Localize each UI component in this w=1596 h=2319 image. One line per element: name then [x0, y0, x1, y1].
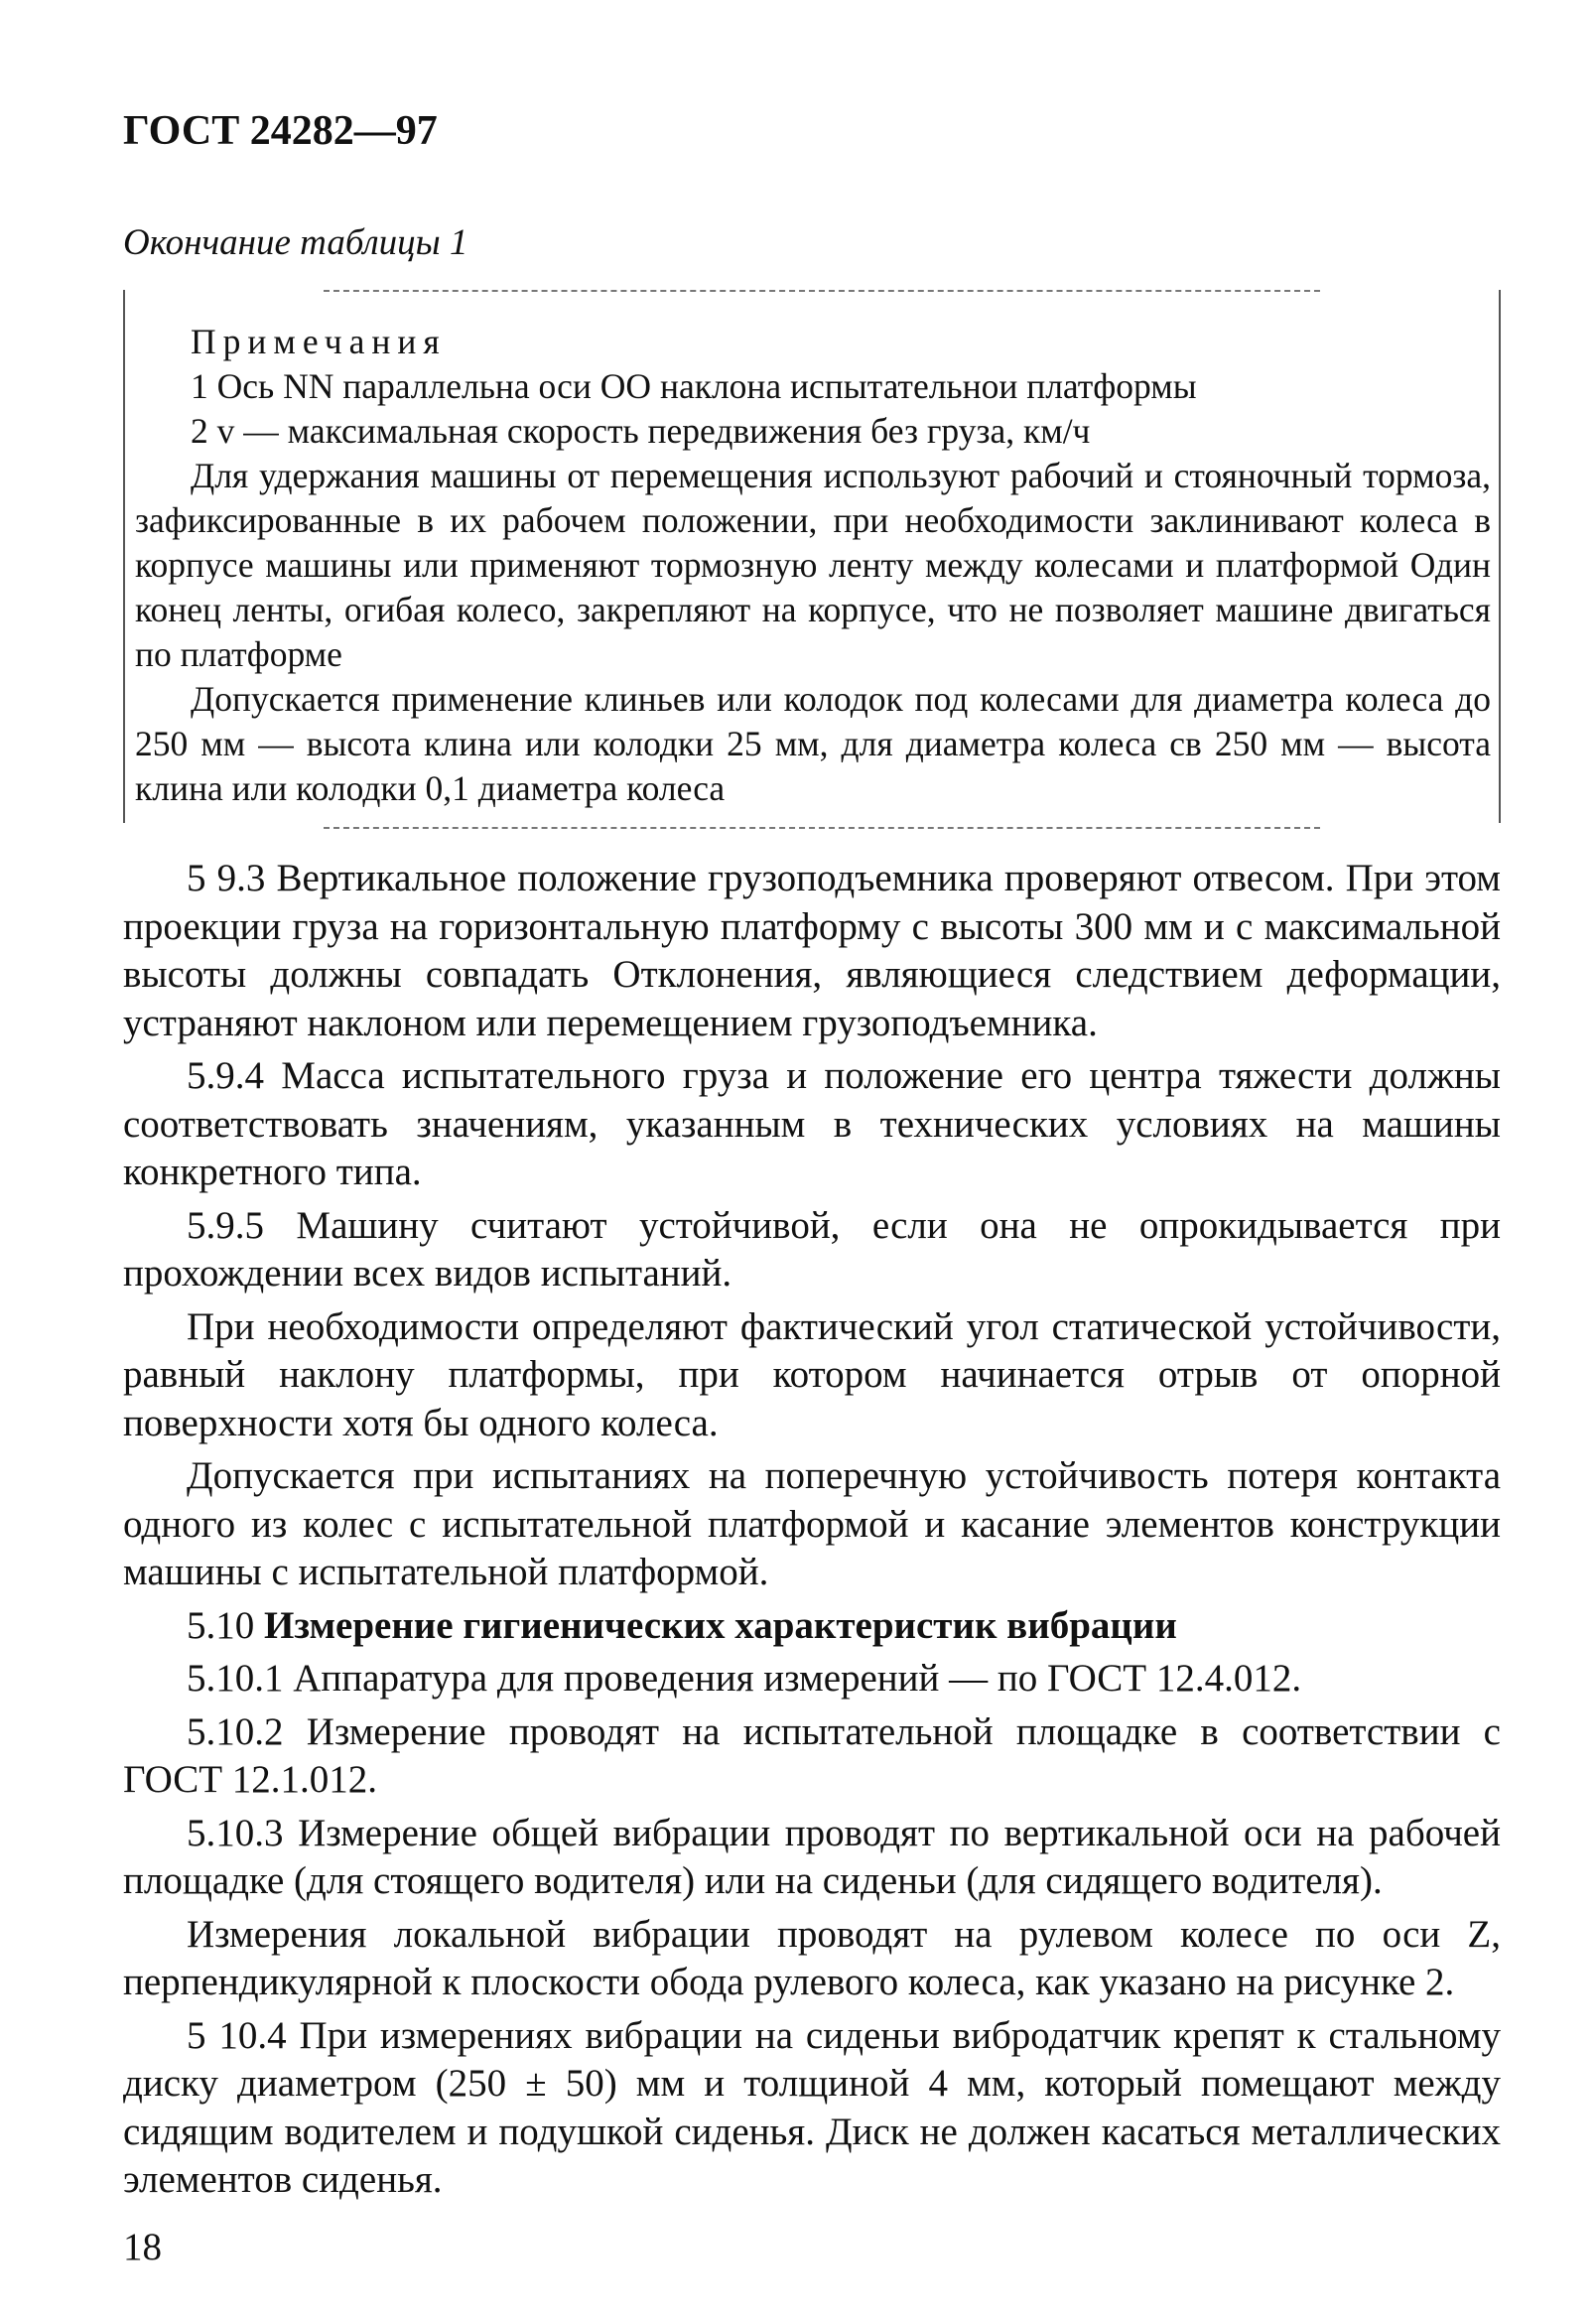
standard-code-header: ГОСТ 24282—97 — [123, 108, 438, 154]
paragraph-5-10-2: 5.10.2 Измерение проводят на испытательной площадке в соответствии с ГОСТ 12.1.012. — [123, 1709, 1501, 1801]
paragraph-local-vibration: Измерения локальной вибрации проводят на рулевом колесе по оси Z, перпендикулярной к плоскости обода рулевого колеса, как указано на рисунке 2. — [123, 1912, 1501, 2003]
paragraph-5-10-3: 5.10.3 Измерение общей вибрации проводят по вертикальной оси на рабочей площадке (для стоящего водителя) или на сиденьи (для сидящего водителя). — [123, 1811, 1501, 1902]
page-number: 18 — [123, 2226, 162, 2268]
notes-paragraph-wedges: Допускается применение клиньев или колодок под колесами для диаметра колеса до 250 мм — высота клина или колодки 25 мм, для диаметра колеса св 250 мм — высота клина или колодки 0,1 диаметра колеса — [135, 679, 1491, 808]
section-heading-5-10 — [123, 1602, 1501, 1651]
section-title-5-10: Измерение гигиенических характеристик вибрации — [264, 1603, 1177, 1647]
paragraph-lateral-stability: Допускается при испытаниях на поперечную устойчивость потеря контакта одного из колес с испытательной платформой и касание элементов конструкции машины с испытательной платформой. — [123, 1454, 1501, 1593]
table-notes-block — [123, 290, 1501, 823]
notes-title: Примечания — [191, 322, 447, 361]
note-item-2: 2 v — максимальная скорость передвижения без груза, км/ч — [191, 411, 1091, 451]
section-number-5-10: 5.10 — [187, 1603, 255, 1647]
notes-paragraph-braking: Для удержания машины от перемещения используют рабочий и стояночный тормоза, зафиксированные в их рабочем положении, при необходимости заклинивают колеса в корпусе машины или применяют тормозную ленту между колесами и платформой Один конец ленты, огибая колесо, закрепляют на корпусе, что не позволяет машине двигаться по платформе — [135, 456, 1491, 674]
paragraph-5-9-3: 5 9.3 Вертикальное положение грузоподъемника проверяют отвесом. При этом проекции груза на горизонтальную платформу с высоты 300 мм и с максимальной высоты должны совпадать Отклонения, являющиеся следствием деформации, устраняют наклоном или перемещением грузоподъемника. — [123, 857, 1501, 1044]
table-continuation-caption: Окончание таблицы 1 — [123, 222, 468, 263]
paragraph-5-9-5: 5.9.5 Машину считают устойчивой, если она не опрокидывается при прохождении всех видов испытаний. — [123, 1203, 1501, 1295]
paragraph-5-10-1: 5.10.1 Аппаратура для проведения измерений — по ГОСТ 12.4.012. — [187, 1657, 1302, 1700]
body-text — [123, 855, 1501, 2205]
note-item-1: 1 Ось NN параллельна оси OO наклона испытательнои платформы — [191, 366, 1197, 406]
paragraph-stability-angle: При необходимости определяют фактический угол статической устойчивости, равный наклону платформы, при котором начинается отрыв от опорной поверхности хотя бы одного колеса. — [123, 1304, 1501, 1444]
paragraph-5-9-4: 5.9.4 Масса испытательного груза и положение его центра тяжести должны соответствовать значениям, указанным в технических условиях на машины конкретного типа. — [123, 1054, 1501, 1193]
paragraph-5-10-4: 5 10.4 При измерениях вибрации на сиденьи вибродатчик крепят к стальному диску диаметром (250 ± 50) мм и толщиной 4 мм, который помещают между сидящим водителем и подушкой сиденья. Диск не должен касаться металлических элементов сиденья. — [123, 2013, 1501, 2201]
